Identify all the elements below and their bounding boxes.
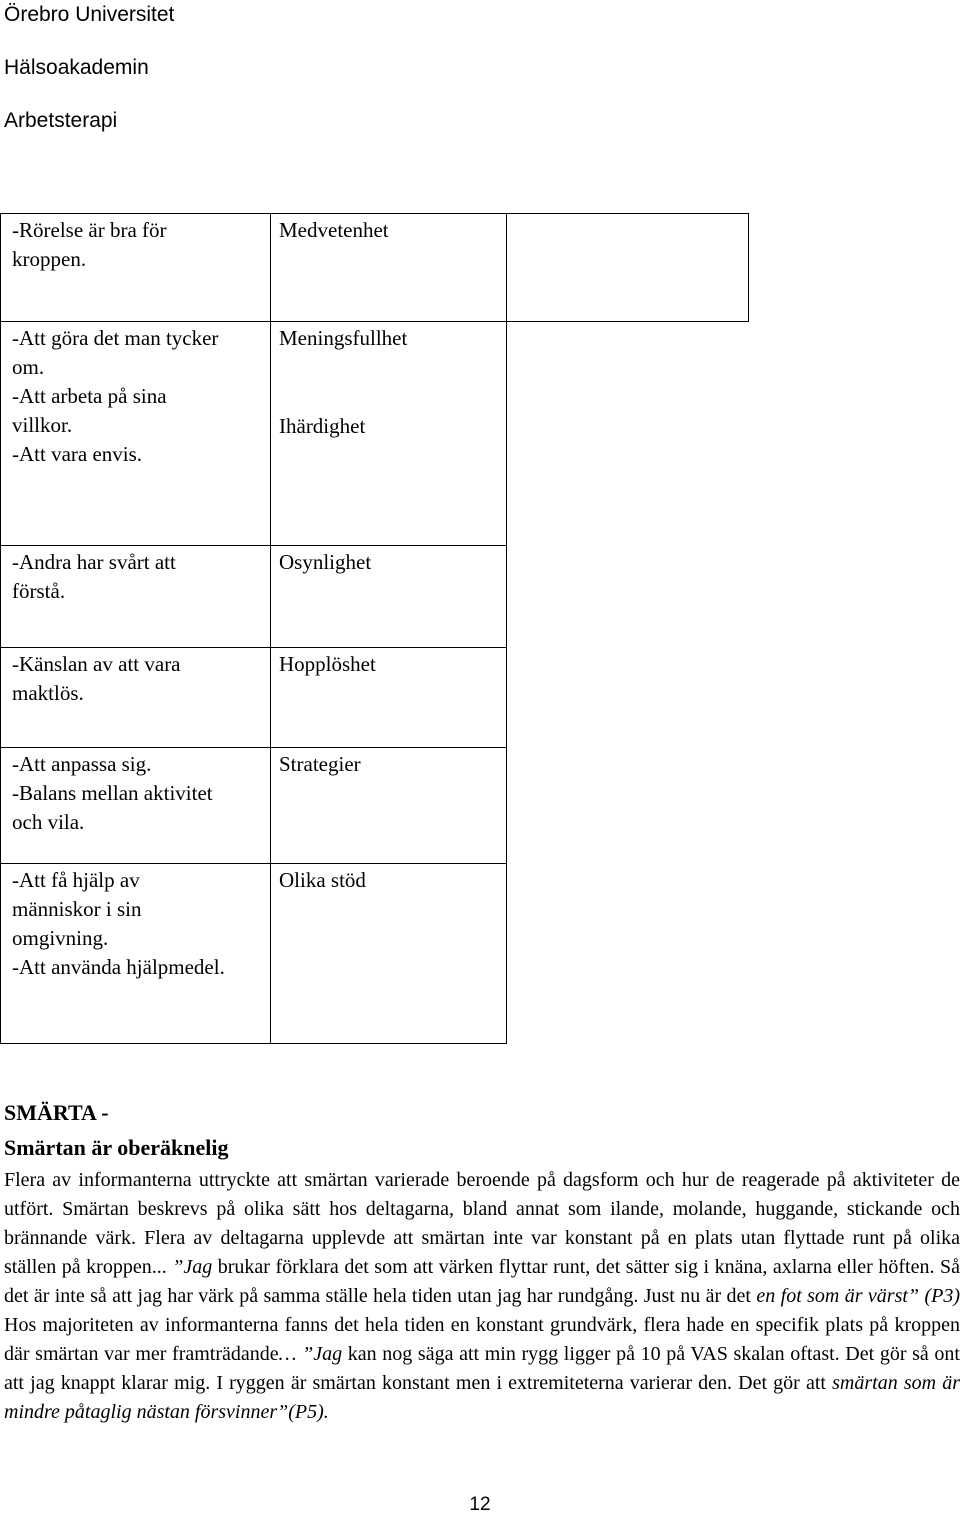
table-cell xyxy=(1,214,271,322)
quote-run: ”Jag xyxy=(172,1256,213,1278)
table-cell xyxy=(271,214,507,322)
table-cell xyxy=(1,648,271,748)
quote-run: ”Jag xyxy=(302,1343,343,1365)
table-cell xyxy=(1,322,271,546)
cell-text: -Andra har svårt att förstå. xyxy=(12,550,176,603)
quote-run: en fot som är värst” (P3) xyxy=(756,1285,960,1307)
table-row xyxy=(1,322,749,546)
ellipsis: … xyxy=(278,1343,303,1365)
section-subtitle: Smärtan är oberäknelig xyxy=(4,1135,229,1160)
table-cell xyxy=(1,748,271,864)
cell-text: Strategier xyxy=(279,752,361,776)
program-name: Arbetsterapi xyxy=(4,109,118,132)
table-cell xyxy=(271,546,507,648)
table-cell xyxy=(271,322,507,546)
cell-text: -Att anpassa sig. -Balans mellan aktivitet och vila. xyxy=(12,752,213,834)
text-run: kan nog säga att min rygg ligger på 10 på VAS skalan oftast. Det gör så ont att jag knappt klarar mig. I ryggen är smärtan konstant men i extremiteterna varierar den. Det gör att xyxy=(4,1343,960,1394)
academy-name: Hälsoakademin xyxy=(4,56,149,79)
cell-text: Hopplöshet xyxy=(279,652,376,676)
table-row xyxy=(1,214,749,322)
table-cell xyxy=(271,864,507,1044)
table-cell-empty xyxy=(507,322,749,1044)
cell-text: Ihärdighet xyxy=(279,414,366,438)
page-number: 12 xyxy=(469,1494,491,1515)
table-cell xyxy=(1,864,271,1044)
section-title: SMÄRTA - xyxy=(4,1100,109,1125)
cell-text: Meningsfullhet xyxy=(279,326,408,350)
cell-text: -Att göra det man tycker om. -Att arbeta på sina villkor. xyxy=(12,326,219,437)
cell-text: -Rörelse är bra för kroppen. xyxy=(12,218,167,271)
cell-text: Olika stöd xyxy=(279,868,366,892)
text-run: Hos majoriteten av informanterna fanns det hela tiden en konstant grundvärk, flera hade en specifik plats på kroppen där smärtan var mer framträdande xyxy=(4,1314,960,1365)
theme-table xyxy=(0,213,749,1044)
text-run: Flera av informanterna uttryckte att smärtan varierade beroende på dagsform och hur de reagerade på aktiviteter de utfört. Smärtan beskrevs på olika sätt hos deltagarna, bland annat som ilande, molande, huggande, stickande och brännande värk. Flera av deltagarna upplevde att smärtan inte var konstant på en plats utan flyttade runt på olika ställen på kroppen... xyxy=(4,1169,960,1278)
body-paragraph xyxy=(4,1166,960,1427)
cell-text: -Att vara envis. xyxy=(12,442,143,466)
table-cell xyxy=(271,648,507,748)
cell-text: -Att få hjälp av människor i sin omgivning. -Att använda hjälpmedel. xyxy=(12,868,225,979)
table-cell xyxy=(1,546,271,648)
university-name: Örebro Universitet xyxy=(4,3,175,26)
table-cell xyxy=(271,748,507,864)
text-run: brukar förklara det som att värken flyttar runt, det sätter sig i knäna, axlarna eller höften. Så det är inte så att jag har värk på samma ställe hela tiden utan jag har rundgång. Just nu är det xyxy=(4,1256,960,1307)
cell-text: Medvetenhet xyxy=(279,218,389,242)
table-cell-empty xyxy=(507,214,749,322)
cell-text: Osynlighet xyxy=(279,550,372,574)
spacer xyxy=(279,353,498,412)
cell-text: -Känslan av att vara maktlös. xyxy=(12,652,181,705)
quote-run: smärtan som är mindre påtaglig nästan försvinner”(P5). xyxy=(4,1372,960,1423)
